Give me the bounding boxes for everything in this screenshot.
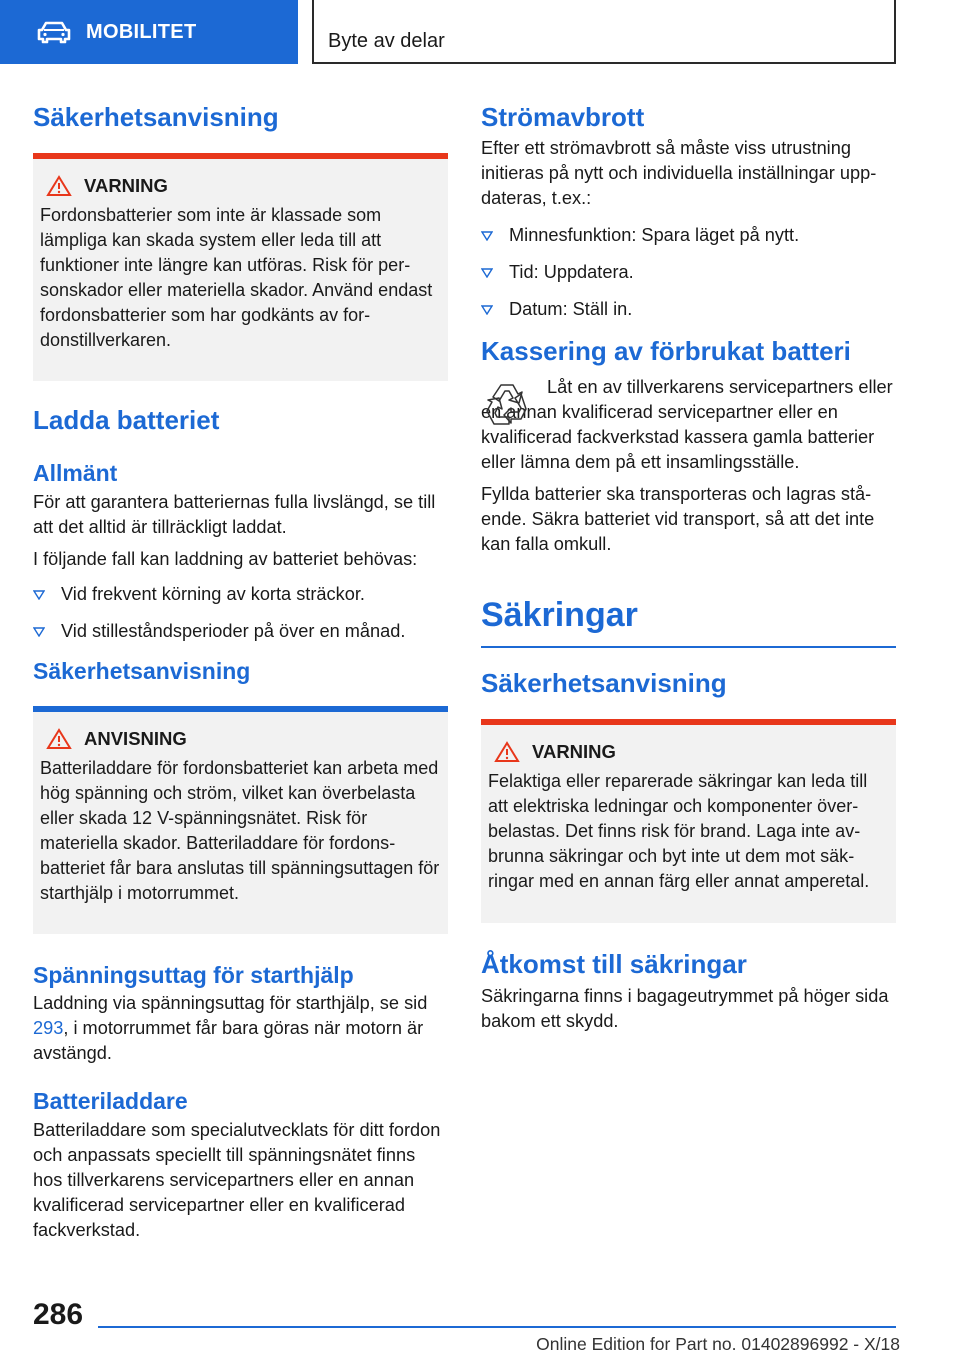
page-link[interactable]: 293 <box>33 1018 64 1039</box>
cases-list <box>33 582 448 644</box>
fuses-safety-heading: Säkerhetsanvisning <box>481 668 727 699</box>
right-column <box>481 96 896 1034</box>
access-heading: Åtkomst till säkringar <box>481 949 747 980</box>
list-item: Datum: Ställ in. <box>481 297 896 322</box>
list-item: Vid frekvent körning av korta sträckor. <box>33 582 448 607</box>
fuses-heading: Säkringar <box>481 596 638 635</box>
warning-box-2 <box>481 719 896 923</box>
jump-heading: Spänningsuttag för starthjälp <box>33 961 354 988</box>
footer-rule <box>98 1326 896 1328</box>
charge-heading: Ladda batteriet <box>33 405 220 436</box>
notice-label: ANVISNING <box>84 727 187 749</box>
list-item: Tid: Uppdatera. <box>481 260 896 285</box>
section-label: MOBILITET <box>86 20 197 43</box>
warning-title <box>46 175 440 197</box>
safety-heading: Säkerhetsanvisning <box>33 102 279 132</box>
power-heading: Strömavbrott <box>481 102 645 132</box>
disposal-text-2: Fyllda batterier ska transporteras och lagras stående. Säkra batteriet vid transport, så att det inte kan falla omkull. <box>481 484 875 555</box>
left-column <box>33 96 448 1243</box>
warning-triangle-icon <box>494 741 520 763</box>
jump-text: Laddning via spänningsuttag för starthjälp, se sid 293, i motorrummet får bara göras när motorn är avstängd. <box>33 993 428 1064</box>
disposal-block <box>481 375 896 475</box>
bullet-triangle-icon <box>33 590 45 600</box>
warning-title-2 <box>494 741 888 763</box>
breadcrumb-text: Byte av delar <box>328 30 445 52</box>
page-number: 286 <box>33 1298 84 1331</box>
notice-text: Batteriladdare för fordonsbatteriet kan arbeta med hög spänning och ström, vilket kan överbelasta eller skada 12 V-spänningsnätet. Risk för materiella skador. Batteriladdare för fordonsbatteriet får bara anslutas till spänningsuttagen för starthjälp i motorrummet. <box>40 757 440 903</box>
charger-text: Batteriladdare som specialutvecklats för ditt fordon och anpassats speciellt till spänningsnätet finns hos tillverkarens servicepartners eller en annan kvalificerad servicepartner eller en kvalificerad fackverkstad. <box>33 1119 441 1240</box>
warning-box <box>33 153 448 381</box>
edition-text: Online Edition for Part no. 01402896992 - X/18 <box>536 1334 900 1354</box>
warning-label-2: VARNING <box>532 741 616 763</box>
bullet-triangle-icon <box>481 268 493 278</box>
general-text: För att garantera batteriernas fulla livslängd, se till att det alltid är tillräckligt laddat. <box>33 491 436 537</box>
general-heading: Allmänt <box>33 460 118 487</box>
charger-heading: Batteriladdare <box>33 1088 188 1115</box>
power-list <box>481 223 896 322</box>
access-text: Säkringarna finns i bagageutrymmet på höger sida bakom ett skydd. <box>481 985 889 1031</box>
section-tab[interactable] <box>0 0 298 64</box>
power-text: Efter ett strömavbrott så måste viss utrustning initieras på nytt och individuella inställningar uppdateras, t.ex.: <box>481 138 877 209</box>
warning-label: VARNING <box>84 175 168 197</box>
safety2-heading: Säkerhetsanvisning <box>33 657 251 684</box>
warning-text-2: Felaktiga eller reparerade säkringar kan leda till att elektriska ledningar och komponenter överbelastas. Det finns risk för brand. Laga inte avbrunna säkringar och byt inte ut dem mot säkringar med en annan färg eller annat amperetal. <box>488 771 870 892</box>
warning-triangle-icon <box>46 728 72 750</box>
warning-triangle-icon <box>46 175 72 197</box>
bullet-triangle-icon <box>33 627 45 637</box>
car-icon <box>36 20 72 44</box>
breadcrumb <box>312 0 896 64</box>
recycle-icon <box>481 379 533 431</box>
list-item: Minnesfunktion: Spara läget på nytt. <box>481 223 896 248</box>
bullet-triangle-icon <box>481 305 493 315</box>
disposal-heading: Kassering av förbrukat batteri <box>481 336 851 367</box>
disposal-text: Låt en av tillverkarens servicepartners eller en annan kvalificerad servicepartner eller en kvalificerad fackverkstad kassera gamla batterier eller lämna dem på ett insamlingsställe. <box>481 377 893 473</box>
bullet-triangle-icon <box>481 231 493 241</box>
section-rule <box>481 646 896 648</box>
notice-box <box>33 706 448 934</box>
warning-text: Fordonsbatterier som inte är klassade som lämpliga kan skada system eller leda till att funktioner inte längre kan utföras. Risk för personskador eller materiella skador. Använd endast fordonsbatterier som har godkänts av fordonstillverkaren. <box>40 205 433 351</box>
list-item: Vid stilleståndsperioder på över en månad. <box>33 619 448 644</box>
notice-title <box>46 728 440 750</box>
cases-intro: I följande fall kan laddning av batteriet behövas: <box>33 548 418 569</box>
